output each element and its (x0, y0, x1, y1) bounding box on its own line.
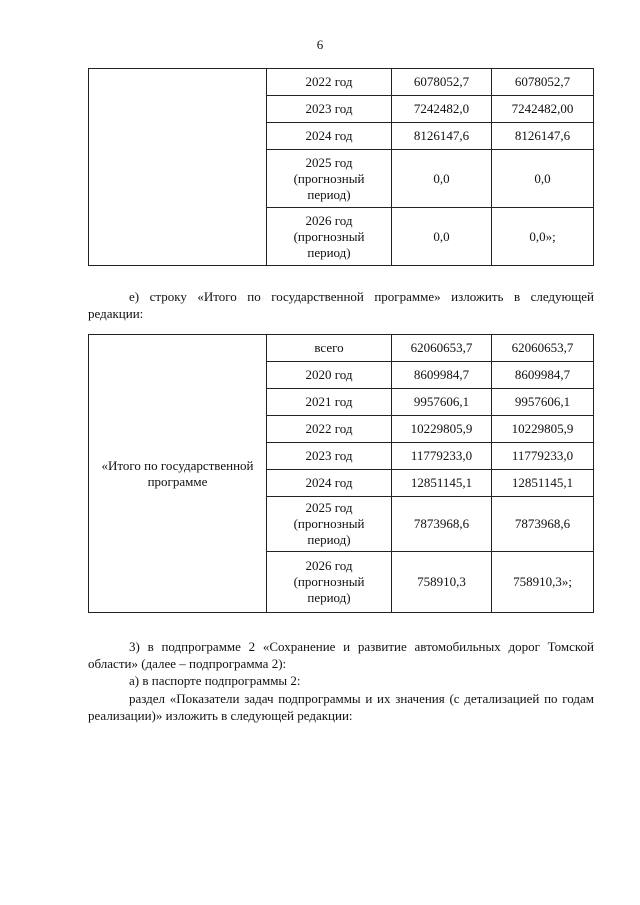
value-cell: 0,0 (392, 208, 492, 266)
value-cell: 7242482,0 (392, 96, 492, 123)
value-cell: 62060653,7 (392, 335, 492, 362)
total-label-line: программе (147, 473, 208, 489)
value-cell: 7873968,6 (492, 497, 594, 552)
paragraph-section: раздел «Показатели задач подпрограммы и их значения (с детализацией по годам реализации)» изложить в следующей редакции: (88, 691, 594, 723)
value-cell: 10229805,9 (492, 416, 594, 443)
value-cell: 9957606,1 (392, 389, 492, 416)
period-cell (267, 150, 392, 208)
table-total (88, 334, 594, 613)
period-cell (267, 208, 392, 266)
value-cell: 758910,3 (392, 552, 492, 613)
value-cell: 6078052,7 (492, 69, 594, 96)
value-cell: 62060653,7 (492, 335, 594, 362)
period-cell: 2023 год (267, 443, 392, 470)
empty-label-cell (89, 69, 267, 266)
table-row (89, 69, 594, 96)
period-cell (267, 497, 392, 552)
period-line: (прогнозный (293, 228, 365, 244)
period-line: 2025 год (305, 154, 353, 170)
page-number: 6 (316, 37, 324, 52)
value-cell: 9957606,1 (492, 389, 594, 416)
value-cell: 8609984,7 (392, 362, 492, 389)
period-line: (прогнозный (293, 574, 365, 589)
value-cell: 12851145,1 (492, 470, 594, 497)
value-cell: 10229805,9 (392, 416, 492, 443)
value-cell: 8126147,6 (392, 123, 492, 150)
period-cell: 2021 год (267, 389, 392, 416)
period-line: 2026 год (305, 212, 353, 228)
value-cell: 11779233,0 (392, 443, 492, 470)
period-line: 2025 год (305, 500, 353, 515)
period-cell: 2024 год (267, 123, 392, 150)
period-cell: 2022 год (267, 69, 392, 96)
period-cell (267, 552, 392, 613)
period-line: период) (307, 532, 351, 547)
value-cell: 6078052,7 (392, 69, 492, 96)
table-row (89, 335, 594, 362)
value-cell: 758910,3»; (492, 552, 594, 613)
value-cell: 7873968,6 (392, 497, 492, 552)
period-line: (прогнозный (293, 516, 365, 531)
value-cell: 0,0 (492, 150, 594, 208)
value-cell: 7242482,00 (492, 96, 594, 123)
value-cell: 8126147,6 (492, 123, 594, 150)
total-label-line: «Итого по государственной (101, 457, 254, 473)
period-line: 2026 год (305, 558, 353, 573)
period-line: (прогнозный (293, 170, 365, 186)
period-cell: 2022 год (267, 416, 392, 443)
value-cell: 0,0 (392, 150, 492, 208)
period-cell: 2023 год (267, 96, 392, 123)
period-line: период) (307, 590, 351, 605)
value-cell: 8609984,7 (492, 362, 594, 389)
value-cell: 11779233,0 (492, 443, 594, 470)
period-cell: всего (267, 335, 392, 362)
paragraph-e: е) строку «Итого по государственной программе» изложить в следующей редакции: (88, 289, 594, 321)
period-cell: 2024 год (267, 470, 392, 497)
period-cell: 2020 год (267, 362, 392, 389)
paragraph-a: а) в паспорте подпрограммы 2: (129, 673, 301, 688)
period-line: период) (307, 186, 351, 202)
table-continuation (88, 68, 594, 266)
value-cell: 0,0»; (492, 208, 594, 266)
total-label-cell (89, 335, 267, 613)
period-line: период) (307, 244, 351, 260)
value-cell: 12851145,1 (392, 470, 492, 497)
paragraph-3: 3) в подпрограмме 2 «Сохранение и развитие автомобильных дорог Томской области» (далее – подпрограмма 2): (88, 639, 594, 671)
